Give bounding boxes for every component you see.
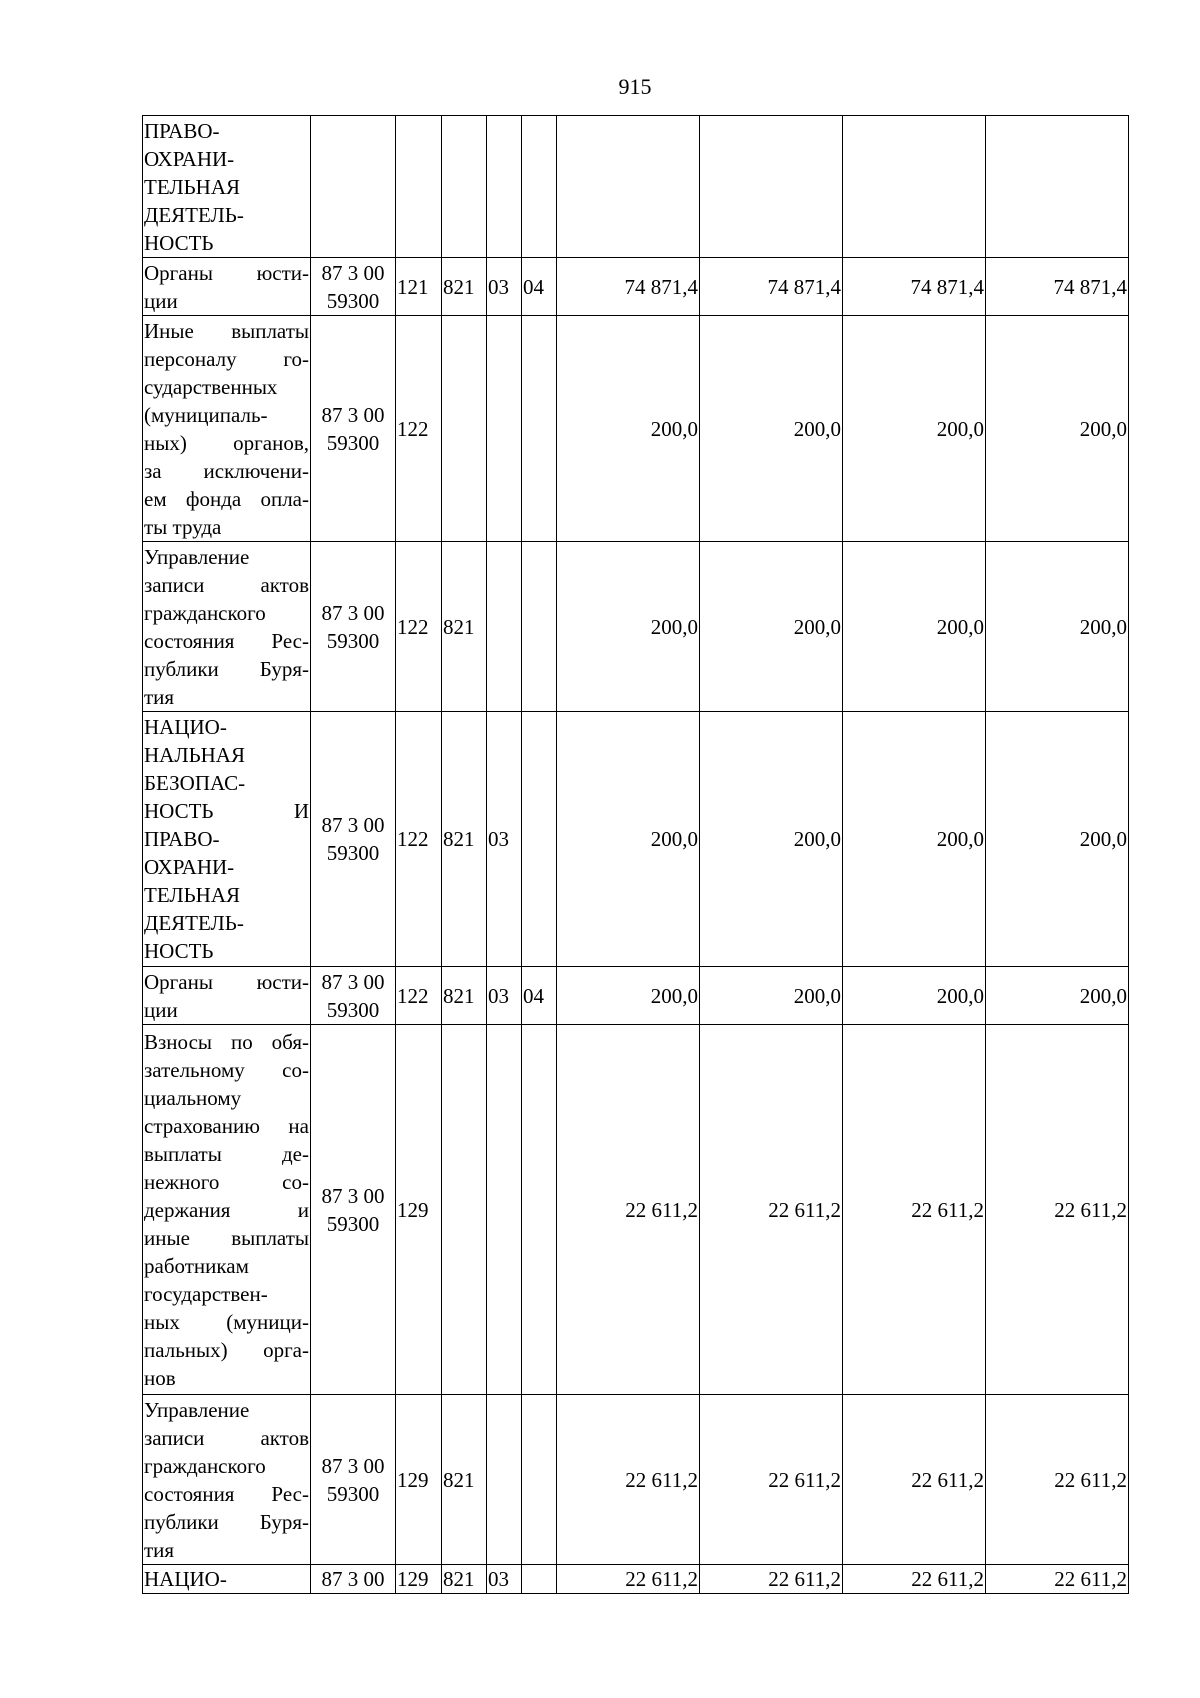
rz-cell <box>487 542 522 712</box>
csr-line: 59300 <box>326 997 380 1022</box>
row-name-line: страхованию на <box>144 1113 309 1138</box>
csr-line: 87 3 00 <box>321 600 385 625</box>
rz-cell: 03 <box>487 258 522 316</box>
row-name-line: циальному <box>144 1085 242 1110</box>
amount-cell-4: 200,0 <box>986 967 1129 1025</box>
row-name-line: записи актов <box>144 572 309 597</box>
amount-cell-3: 200,0 <box>843 967 986 1025</box>
row-name-line: Управление <box>144 1397 250 1422</box>
row-name-cell <box>143 1565 311 1594</box>
row-name-line: Органы юсти- <box>144 969 309 994</box>
row-name-line: ных (муници- <box>144 1309 309 1334</box>
page-number: 915 <box>618 74 652 99</box>
amount-cell-2: 200,0 <box>700 712 843 967</box>
grbs-cell: 821 <box>442 542 487 712</box>
row-name-line: ных) органов, <box>144 430 309 455</box>
amount-cell-4: 200,0 <box>986 316 1129 542</box>
pr-cell <box>522 1565 557 1594</box>
row-name-line: записи актов <box>144 1425 309 1450</box>
row-name-cell <box>143 967 311 1025</box>
row-name-line: персоналу го- <box>144 346 309 371</box>
grbs-cell: 821 <box>442 258 487 316</box>
grbs-cell <box>442 116 487 258</box>
row-name-line: Управление <box>144 544 250 569</box>
row-name-line: ции <box>144 997 178 1022</box>
row-name-line: (муниципаль- <box>144 402 268 427</box>
table-row <box>143 1395 1129 1565</box>
row-name-line: БЕЗОПАС- <box>144 771 246 795</box>
csr-line: 87 3 00 <box>321 1453 385 1478</box>
row-name-line: работникам <box>144 1253 249 1278</box>
grbs-cell: 821 <box>442 1565 487 1594</box>
grbs-cell: 821 <box>442 1395 487 1565</box>
row-name-line: государствен- <box>144 1281 268 1306</box>
row-name-line: гражданского <box>144 1453 266 1478</box>
pr-cell: 04 <box>522 258 557 316</box>
rz-cell: 03 <box>487 967 522 1025</box>
table-row <box>143 116 1129 258</box>
csr-cell <box>311 542 396 712</box>
amount-cell-4 <box>986 116 1129 258</box>
pr-cell <box>522 1025 557 1395</box>
row-name-cell <box>143 712 311 967</box>
row-name-line: публики Буря- <box>144 656 309 681</box>
pr-cell <box>522 316 557 542</box>
csr-line: 87 3 00 <box>321 260 385 285</box>
row-name-line: НАЦИО- <box>144 715 227 739</box>
amount-cell-1: 200,0 <box>557 712 700 967</box>
amount-cell-4: 22 611,2 <box>986 1395 1129 1565</box>
amount-cell-2: 200,0 <box>700 316 843 542</box>
vr-cell: 129 <box>396 1565 442 1594</box>
csr-line: 59300 <box>326 1481 380 1506</box>
row-name-line: Взносы по обя- <box>144 1029 309 1054</box>
amount-cell-1: 22 611,2 <box>557 1395 700 1565</box>
row-name-cell <box>143 542 311 712</box>
csr-line: 59300 <box>326 1211 380 1236</box>
amount-cell-3: 200,0 <box>843 542 986 712</box>
amount-cell-3: 22 611,2 <box>843 1565 986 1594</box>
amount-cell-2: 22 611,2 <box>700 1395 843 1565</box>
row-name-line: НОСТЬ И <box>144 799 309 823</box>
amount-cell-1: 22 611,2 <box>557 1025 700 1395</box>
grbs-cell: 821 <box>442 967 487 1025</box>
row-name-line: ОХРАНИ- <box>144 855 235 879</box>
row-name-line: НАЦИО- <box>144 1567 227 1591</box>
csr-line: 87 3 00 <box>321 1183 385 1208</box>
amount-cell-1: 200,0 <box>557 316 700 542</box>
pr-cell <box>522 542 557 712</box>
grbs-cell: 821 <box>442 712 487 967</box>
row-name-line: публики Буря- <box>144 1509 309 1534</box>
csr-line: 87 3 00 <box>321 1567 385 1591</box>
amount-cell-3: 200,0 <box>843 712 986 967</box>
row-name-cell <box>143 316 311 542</box>
amount-cell-2: 200,0 <box>700 967 843 1025</box>
table-row <box>143 1565 1129 1594</box>
row-name-line: НАЛЬНАЯ <box>144 743 245 767</box>
grbs-cell <box>442 316 487 542</box>
pr-cell: 04 <box>522 967 557 1025</box>
amount-cell-2: 22 611,2 <box>700 1565 843 1594</box>
amount-cell-4: 22 611,2 <box>986 1565 1129 1594</box>
amount-cell-1: 200,0 <box>557 542 700 712</box>
amount-cell-3: 22 611,2 <box>843 1395 986 1565</box>
row-name-line: ты труда <box>144 514 222 539</box>
amount-cell-4: 74 871,4 <box>986 258 1129 316</box>
row-name-line: нежного со- <box>144 1169 309 1194</box>
amount-cell-1: 22 611,2 <box>557 1565 700 1594</box>
csr-cell <box>311 1565 396 1594</box>
amount-cell-4: 200,0 <box>986 712 1129 967</box>
row-name-line: ТЕЛЬНАЯ <box>144 174 241 199</box>
table-row <box>143 712 1129 967</box>
row-name-line: состояния Рес- <box>144 1481 309 1506</box>
table-row <box>143 967 1129 1025</box>
row-name-line: за исключени- <box>144 458 309 483</box>
table-row <box>143 316 1129 542</box>
amount-cell-3: 22 611,2 <box>843 1025 986 1395</box>
rz-cell: 03 <box>487 712 522 967</box>
csr-cell <box>311 967 396 1025</box>
pr-cell <box>522 712 557 967</box>
vr-cell: 122 <box>396 712 442 967</box>
row-name-line: состояния Рес- <box>144 628 309 653</box>
amount-cell-2: 74 871,4 <box>700 258 843 316</box>
row-name-line: гражданского <box>144 600 266 625</box>
row-name-line: ПРАВО- <box>144 118 220 143</box>
row-name-cell <box>143 258 311 316</box>
grbs-cell <box>442 1025 487 1395</box>
row-name-line: ПРАВО- <box>144 827 220 851</box>
row-name-line: держания и <box>144 1197 309 1222</box>
amount-cell-2: 200,0 <box>700 542 843 712</box>
row-name-line: Органы юсти- <box>144 260 309 285</box>
amount-cell-3 <box>843 116 986 258</box>
csr-line: 87 3 00 <box>321 969 385 994</box>
row-name-line: тия <box>144 684 175 709</box>
amount-cell-4: 200,0 <box>986 542 1129 712</box>
rz-cell <box>487 1395 522 1565</box>
row-name-line: зательному со- <box>144 1057 309 1082</box>
amount-cell-4: 22 611,2 <box>986 1025 1129 1395</box>
amount-cell-1: 200,0 <box>557 967 700 1025</box>
row-name-line: НОСТЬ <box>144 230 214 255</box>
csr-cell <box>311 1395 396 1565</box>
vr-cell: 121 <box>396 258 442 316</box>
csr-line: 87 3 00 <box>321 402 385 427</box>
rz-cell <box>487 316 522 542</box>
csr-cell <box>311 712 396 967</box>
amount-cell-2 <box>700 116 843 258</box>
amount-cell-1: 74 871,4 <box>557 258 700 316</box>
table-row <box>143 542 1129 712</box>
csr-line: 87 3 00 <box>321 813 385 837</box>
budget-table <box>142 115 1129 1594</box>
row-name-line: тия <box>144 1537 175 1562</box>
row-name-line: ем фонда опла- <box>144 486 309 511</box>
vr-cell: 122 <box>396 542 442 712</box>
csr-cell <box>311 316 396 542</box>
csr-cell <box>311 258 396 316</box>
row-name-line: пальных) орга- <box>144 1337 309 1362</box>
row-name-cell <box>143 116 311 258</box>
row-name-line: ДЕЯТЕЛЬ- <box>144 202 244 227</box>
row-name-cell <box>143 1395 311 1565</box>
row-name-line: ОХРАНИ- <box>144 146 235 171</box>
row-name-line: ТЕЛЬНАЯ <box>144 883 241 907</box>
csr-line: 59300 <box>326 288 380 313</box>
rz-cell <box>487 116 522 258</box>
csr-line: 59300 <box>326 628 380 653</box>
csr-line: 59300 <box>326 841 380 865</box>
row-name-line: нов <box>144 1365 176 1390</box>
row-name-line: НОСТЬ <box>144 939 214 963</box>
row-name-line: ДЕЯТЕЛЬ- <box>144 911 244 935</box>
row-name-line: сударственных <box>144 374 278 399</box>
row-name-line: иные выплаты <box>144 1225 309 1250</box>
amount-cell-2: 22 611,2 <box>700 1025 843 1395</box>
csr-line: 59300 <box>326 430 380 455</box>
row-name-line: ции <box>144 288 178 313</box>
rz-cell <box>487 1025 522 1395</box>
vr-cell: 129 <box>396 1395 442 1565</box>
amount-cell-3: 200,0 <box>843 316 986 542</box>
csr-cell <box>311 116 396 258</box>
row-name-line: выплаты де- <box>144 1141 309 1166</box>
rz-cell: 03 <box>487 1565 522 1594</box>
row-name-cell <box>143 1025 311 1395</box>
table-row <box>143 258 1129 316</box>
amount-cell-3: 74 871,4 <box>843 258 986 316</box>
vr-cell: 129 <box>396 1025 442 1395</box>
pr-cell <box>522 1395 557 1565</box>
pr-cell <box>522 116 557 258</box>
vr-cell: 122 <box>396 316 442 542</box>
table-body <box>143 116 1129 1594</box>
vr-cell: 122 <box>396 967 442 1025</box>
row-name-line: Иные выплаты <box>144 318 309 343</box>
vr-cell <box>396 116 442 258</box>
amount-cell-1 <box>557 116 700 258</box>
table-row <box>143 1025 1129 1395</box>
csr-cell <box>311 1025 396 1395</box>
